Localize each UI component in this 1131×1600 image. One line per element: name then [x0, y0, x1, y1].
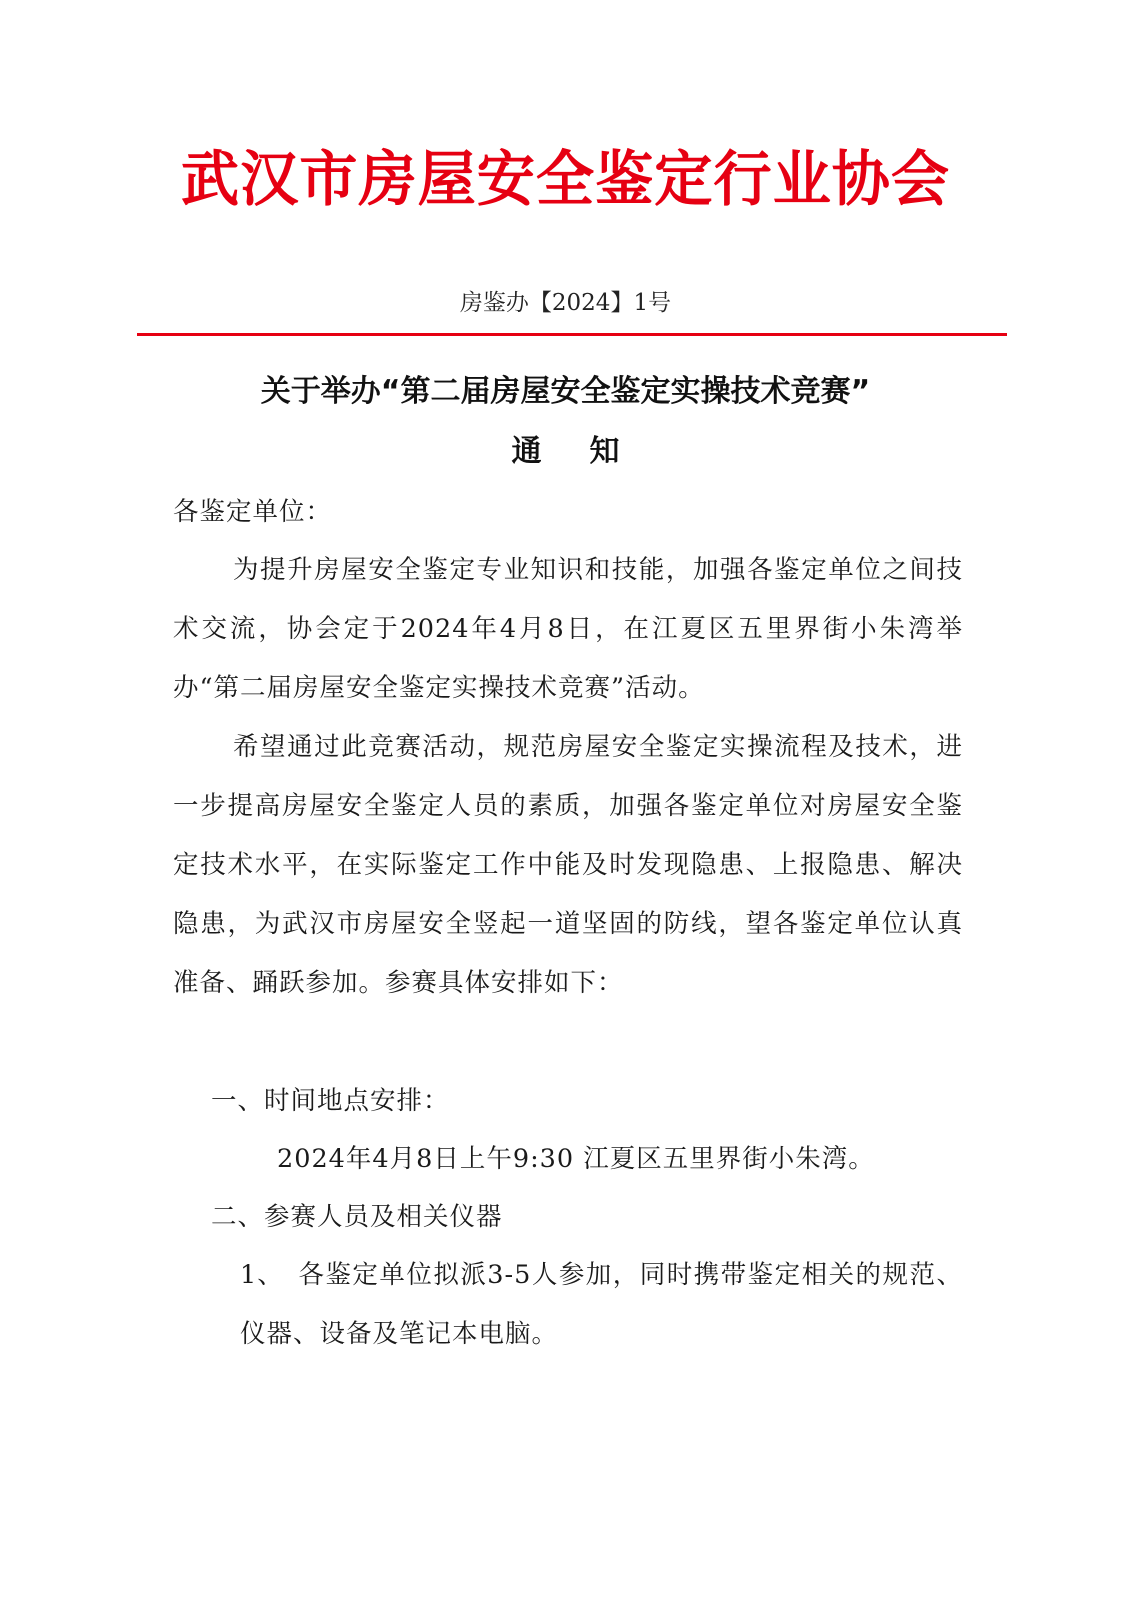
list-item-number: 1、: [240, 1260, 284, 1290]
list-item: [240, 1246, 963, 1364]
notice-title-line1: 关于举办“第二届房屋安全鉴定实操技术竞赛”: [260, 374, 871, 409]
paragraph-purpose: 希望通过此竞赛活动，规范房屋安全鉴定实操流程及技术，进一步提高房屋安全鉴定人员的素质，加强各鉴定单位对房屋安全鉴定技术水平，在实际鉴定工作中能及时发现隐患、上报隐患、解决隐患，为武汉市房屋安全竖起一道坚固的防线，望各鉴定单位认真准备、踊跃参加。参赛具体安排如下：: [173, 732, 963, 998]
letterhead-divider: [137, 333, 1007, 336]
section-detail-time-location: 2024年4月8日上午9:30 江夏区五里界街小朱湾。: [277, 1144, 875, 1174]
section-heading-participants: 二、参赛人员及相关仪器: [211, 1202, 503, 1232]
document-number: 房鉴办【2024】1号: [459, 290, 672, 316]
paragraph-intro: 为提升房屋安全鉴定专业知识和技能，加强各鉴定单位之间技术交流，协会定于2024年4月8日，在江夏区五里界街小朱湾举办“第二届房屋安全鉴定实操技术竞赛”活动。: [173, 555, 963, 703]
notice-title-line2: 通知: [511, 434, 668, 469]
list-item-text: 各鉴定单位拟派3-5人参加，同时携带鉴定相关的规范、仪器、设备及笔记本电脑。: [240, 1260, 963, 1349]
section-heading-time-location: 一、时间地点安排：: [211, 1086, 450, 1116]
organization-letterhead: 武汉市房屋安全鉴定行业协会: [180, 145, 951, 215]
salutation: 各鉴定单位：: [173, 497, 333, 527]
